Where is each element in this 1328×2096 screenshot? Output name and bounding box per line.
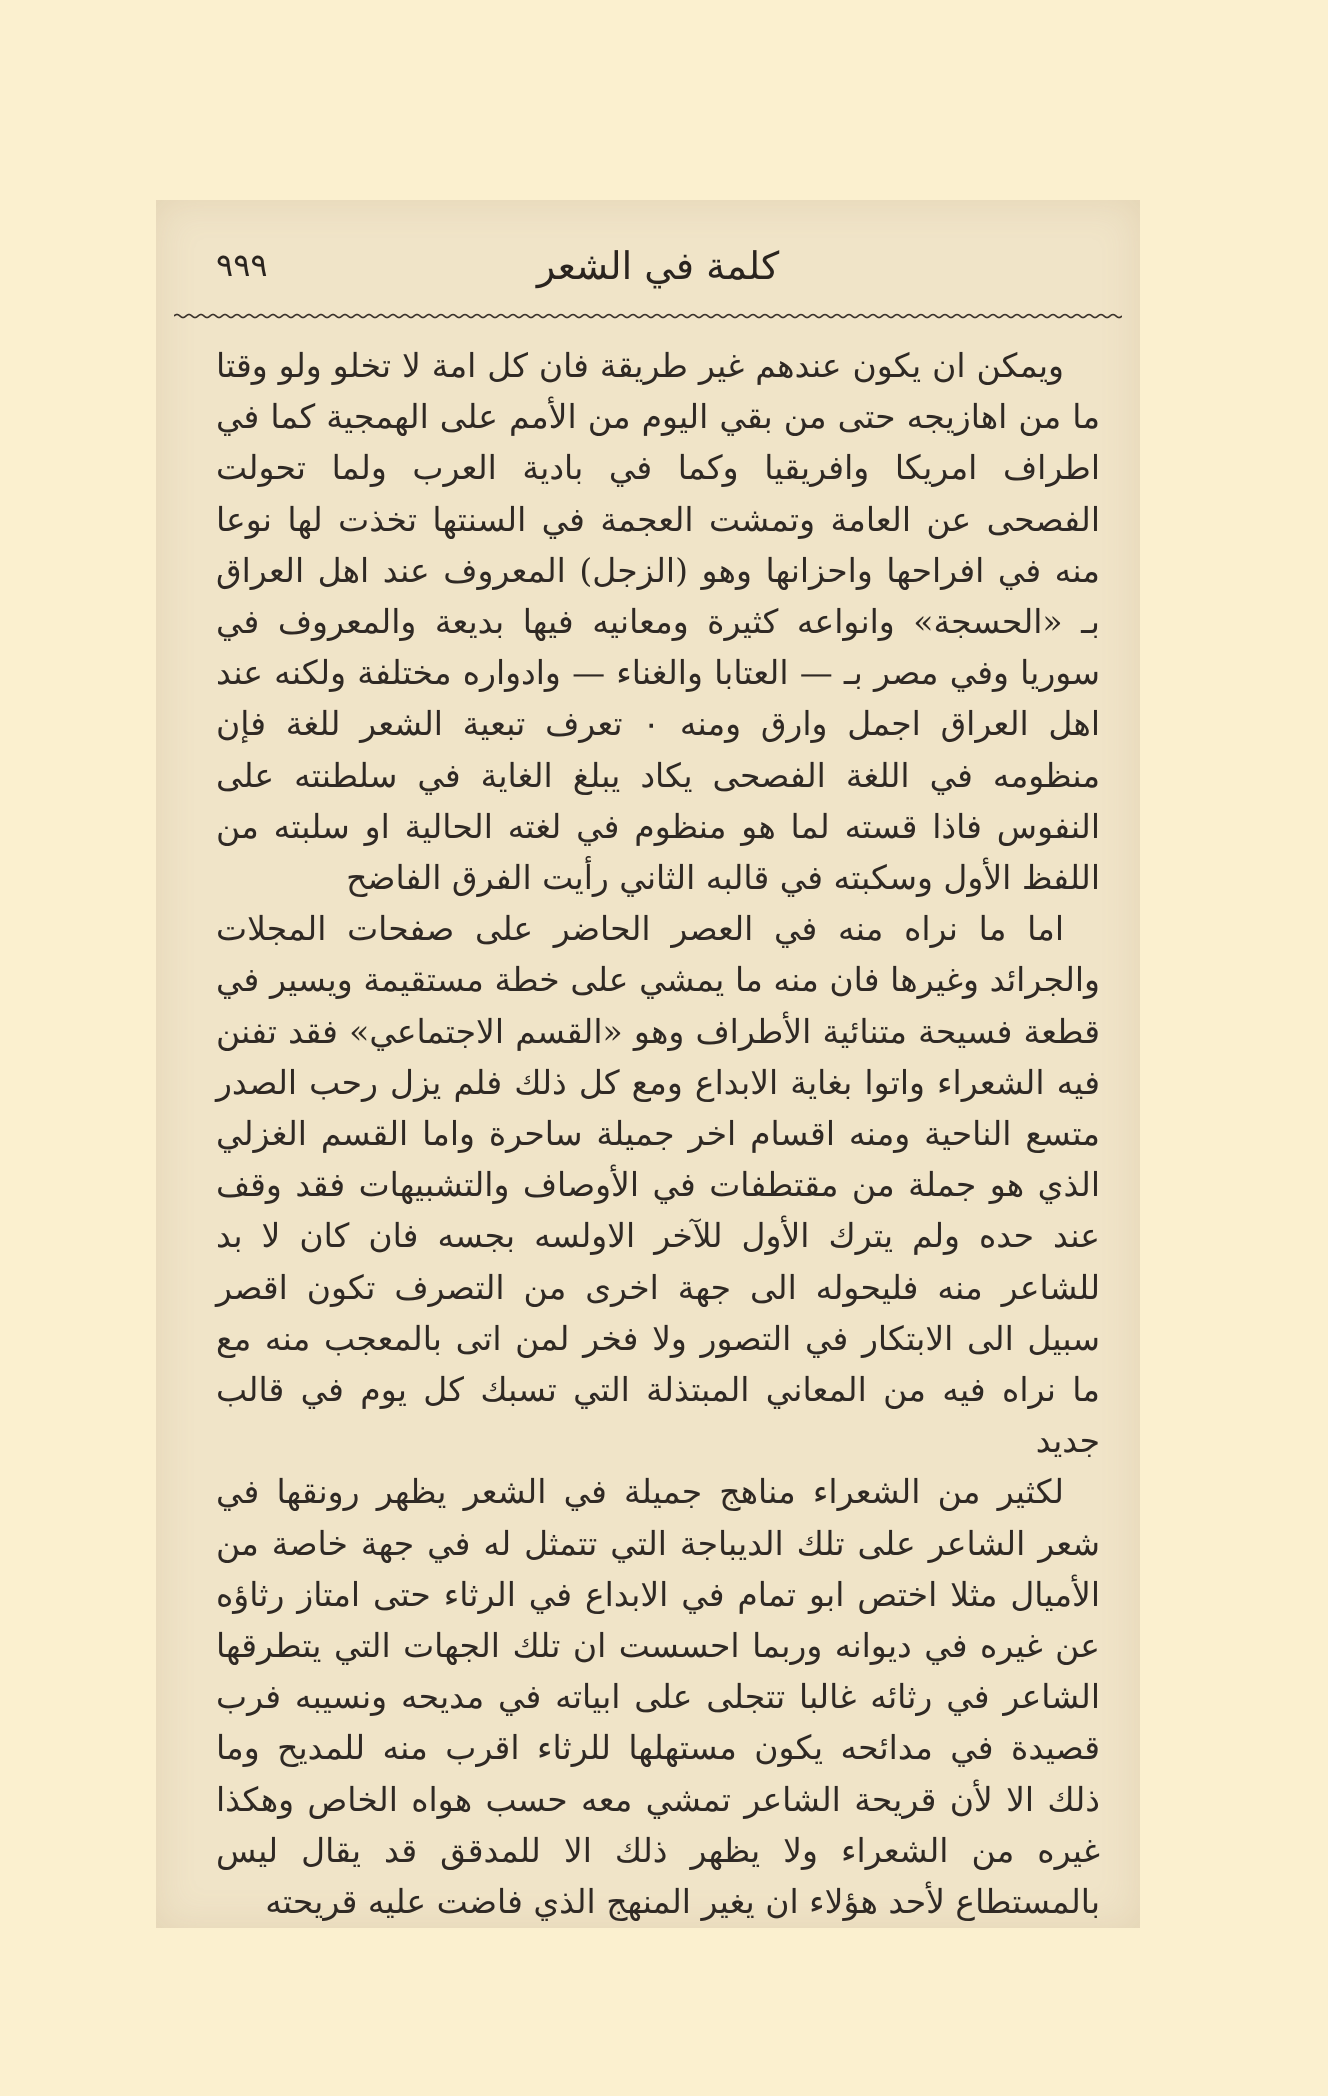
page-header: [216, 240, 1100, 300]
running-title: كلمة في الشعر: [536, 244, 780, 288]
paragraph-3: لكثير من الشعراء مناهج جميلة في الشعر يظهر رونقها في شعر الشاعر على تلك الديباجة التي تتمثل له في جهة خاصة من الأميال مثلا اختص ابو تمام في الابداع في الرثاء حتى امتاز رثاؤه عن غيره في ديوانه وربما احسست ان تلك الجهات التي يتطرقها الشاعر في رثائه غالبا تتجلى على ابياته في مديحه ونسيبه فرب قصيدة في مدائحه يكون مستهلها للرثاء اقرب منه للمديح وما ذلك الا لأن قريحة الشاعر تمشي معه حسب هواه الخاص وهكذا غيره من الشعراء ولا يظهر ذلك الا للمدقق قد يقال ليس بالمستطاع لأحد هؤلاء ان يغير المنهج الذي فاضت عليه قريحته: [216, 1472, 1100, 1922]
body-text: [216, 340, 1100, 1927]
paragraph-2: اما ما نراه منه في العصر الحاضر على صفحات المجلات والجرائد وغيرها فان منه ما يمشي على خطة مستقيمة ويسير في قطعة فسيحة متنائية الأطراف وهو «القسم الاجتماعي» فقد تفنن فيه الشعراء واتوا بغاية الابداع ومع كل ذلك فلم يزل رحب الصدر متسع الناحية ومنه اقسام اخر جميلة ساحرة واما القسم الغزلي الذي هو جملة من مقتطفات في الأوصاف والتشبيهات فقد وقف عند حده ولم يترك الأول للآخر الاولسه بجسه فان كان لا بد للشاعر منه فليحوله الى جهة اخرى من التصرف تكون اقصر سبيل الى الابتكار في التصور ولا فخر لمن اتى بالمعجب منه مع ما نراه فيه من المعاني المبتذلة التي تسبك كل يوم في قالب جديد: [216, 909, 1100, 1461]
paragraph-1: ويمكن ان يكون عندهم غير طريقة فان كل امة لا تخلو ولو وقتا ما من اهازيجه حتى من بقي اليوم من الأمم على الهمجية كما في اطراف امريكا وافريقيا وكما في بادية العرب ولما تحولت الفصحى عن العامة وتمشت العجمة في السنتها تخذت لها نوعا منه في افراحها واحزانها وهو (الزجل) المعروف عند اهل العراق بـ «الحسجة» وانواعه كثيرة ومعانيه فيها بديعة والمعروف في سوريا وفي مصر بـ — العتابا والغناء — وادواره مختلفة ولكنه عند اهل العراق اجمل وارق ومنه ٠ تعرف تبعية الشعر للغة فإن منظومه في اللغة الفصحى يكاد يبلغ الغاية في سلطنته على النفوس فاذا قسته لما هو منظوم في لغته الحالية او سلبته من اللفظ الأول وسكبته في قالبه الثاني رأيت الفرق الفاضح: [216, 346, 1100, 898]
header-rule: [174, 312, 1122, 320]
page-number: ٩٩٩: [216, 246, 268, 284]
book-page: [156, 200, 1140, 1928]
